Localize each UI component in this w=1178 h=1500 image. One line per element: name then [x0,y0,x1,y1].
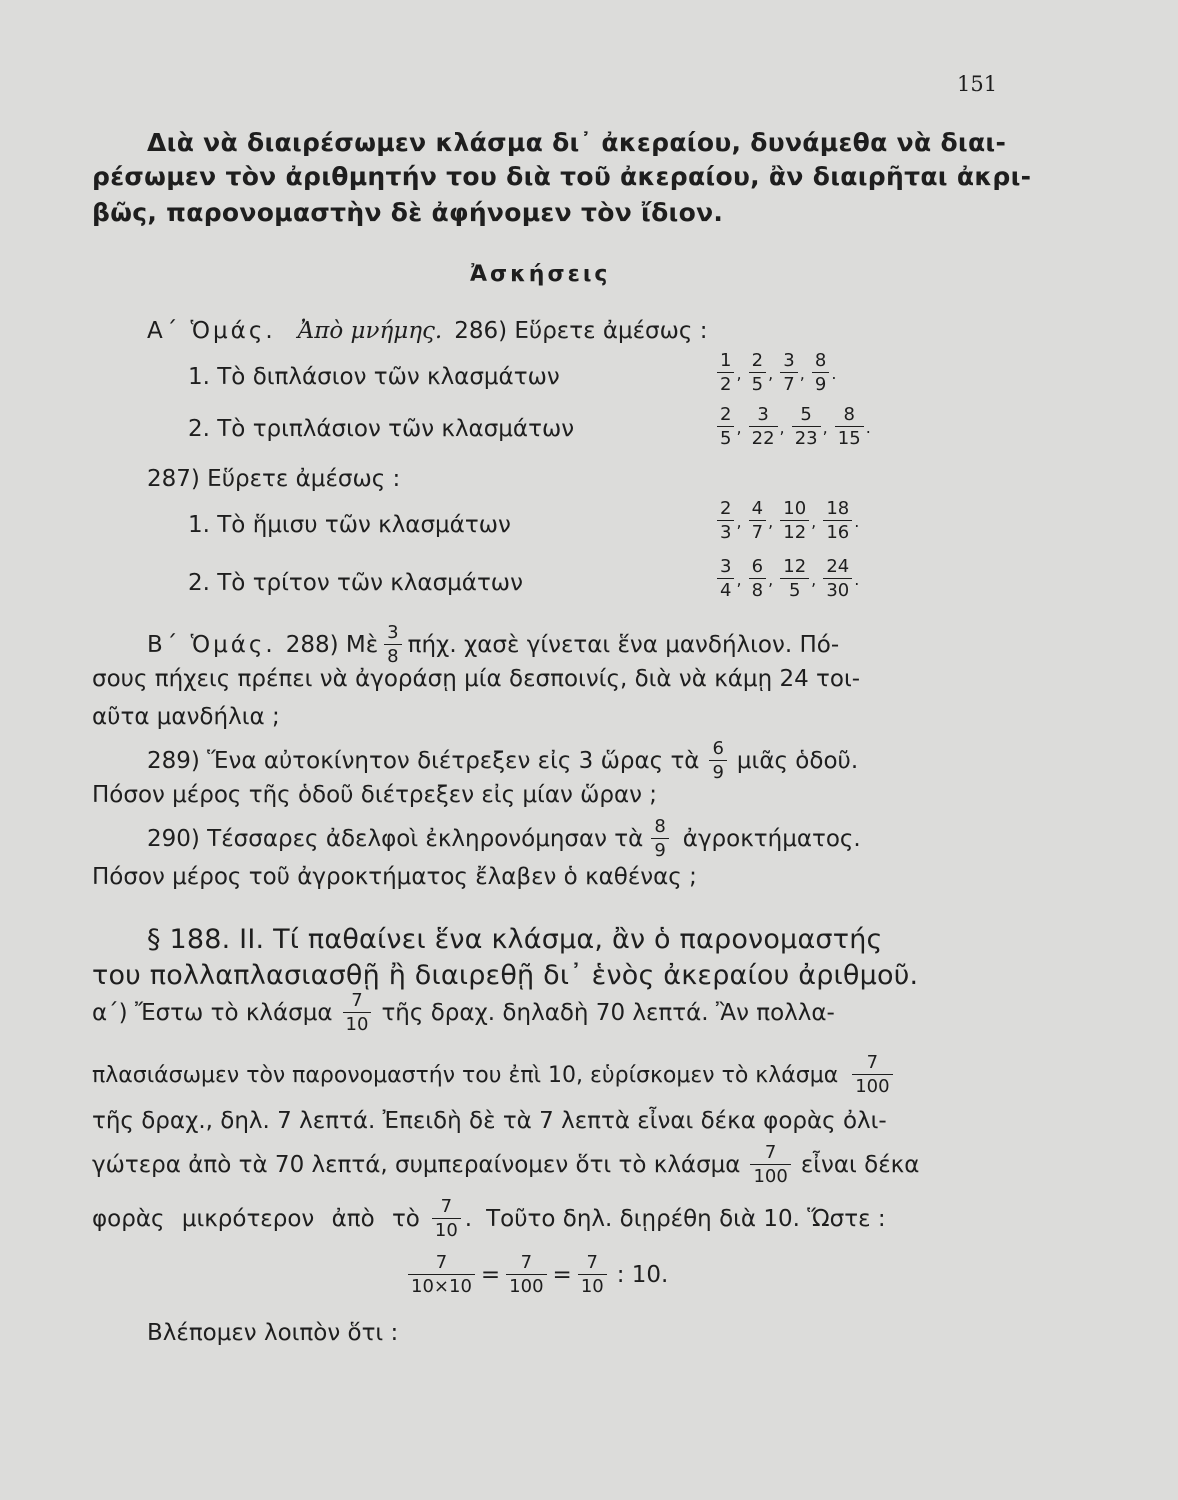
frac-den: 9 [812,372,829,394]
fraction [835,406,864,448]
exercise-288-line-2: σους πήχεις πρέπει νὰ ἀγοράσῃ μία δεσποινίς, διὰ νὰ κάμῃ 24 τοι- [92,666,861,692]
frac-den: 22 [749,426,778,448]
frac-den: 8 [384,644,401,666]
punctuation: , [768,569,779,589]
frac-den: 7 [749,520,766,542]
fraction [750,1144,790,1186]
frac-num: 1 [720,350,732,371]
fraction [852,1054,892,1096]
exercise-290-line-1 [147,818,861,860]
frac-num: 7 [440,1196,453,1217]
fraction [717,558,734,600]
section-para-line-5 [92,1198,886,1240]
section-para-line-4 [92,1144,919,1186]
p5-text-a: φορὰς μικρότερον ἀπὸ τὸ [92,1206,420,1232]
frac-den: 5 [749,372,766,394]
frac-den: 10 [578,1274,607,1296]
fraction [792,406,821,448]
fraction [408,1254,475,1296]
eq-tail: : 10. [616,1262,669,1288]
item-triple: 2. Τὸ τριπλάσιον τῶν κλασμάτων [188,416,575,442]
frac-den: 10 [432,1218,461,1240]
fractions-double [715,352,836,394]
frac-num: 2 [720,404,732,425]
fraction [823,558,852,600]
frac-den: 16 [823,520,852,542]
section-para-line-1 [92,992,835,1034]
frac-den: 100 [506,1274,546,1296]
punctuation: = [480,1262,501,1288]
punctuation: , [768,363,779,383]
item-half: 1. Τὸ ἥμισυ τῶν κλασμάτων [188,512,511,538]
exercise-286: 286) Εὕρετε ἀμέσως : [454,318,708,344]
exercise-290-line-2: Πόσον μέρος τοῦ ἀγροκτήματος ἔλαβεν ὁ καθένας ; [92,864,697,890]
section-para-line-3: τῆς δραχ., δηλ. 7 λεπτά. Ἐπειδὴ δὲ τὰ 7 λεπτὰ εἶναι δέκα φορὰς ὀλι- [92,1108,887,1134]
fraction [749,500,766,542]
punctuation: . [854,569,860,589]
frac-num: 2 [720,498,732,519]
fraction [709,740,726,782]
punctuation: , [779,417,790,437]
frac-num: 3 [783,350,795,371]
fraction [780,558,809,600]
fraction [749,352,766,394]
frac-num: 12 [783,556,807,577]
fraction [812,352,829,394]
frac-num: 4 [751,498,764,519]
frac-den: 100 [750,1164,790,1186]
ex288-text-b: πήχ. χασὲ γίνεται ἕνα μανδήλιον. Πό- [407,632,840,658]
frac-num: 7 [764,1142,777,1163]
frac-num: 3 [720,556,732,577]
frac-den: 5 [717,426,734,448]
rule-line-2: ρέσωμεν τὸν ἀριθμητήν του διὰ τοῦ ἀκεραίου, ἂν διαιρῆται ἀκρι- [92,162,1032,191]
section-heading-2: του πολλαπλασιασθῇ ἢ διαιρεθῇ δι᾽ ἑνὸς ἀκεραίου ἀριθμοῦ. [92,960,919,991]
fraction [384,624,401,666]
fractions-half [715,500,859,542]
group-a-subtitle: Ἀπὸ μνήμης. [297,318,443,344]
fraction [717,406,734,448]
exercise-287: 287) Εὕρετε ἀμέσως : [147,466,401,492]
exercise-289-line-1 [147,740,858,782]
punctuation: . [831,363,837,383]
punctuation: . [865,417,871,437]
group-a-label: Α΄ Ὁμάς. [147,318,276,344]
frac-num: 3 [757,404,769,425]
frac-den: 2 [717,372,734,394]
item-double: 1. Τὸ διπλάσιον τῶν κλασμάτων [188,364,560,390]
frac-den: 7 [780,372,797,394]
equation [406,1254,668,1296]
frac-den: 10 [343,1012,372,1034]
ex289-text-a: 289) Ἕνα αὐτοκίνητον διέτρεξεν εἰς 3 ὥρας τὰ [147,748,700,774]
fraction [578,1254,607,1296]
exercise-288-line-1 [147,624,839,666]
ex290-text-b: ἀγροκτήματος. [682,826,861,852]
fraction [749,406,778,448]
frac-den: 100 [852,1074,892,1096]
punctuation: . [464,1206,473,1232]
fraction [823,500,852,542]
punctuation: , [811,511,822,531]
frac-num: 3 [387,622,399,643]
fraction [780,500,809,542]
punctuation: . [854,511,860,531]
section-heading-1: § 188. ΙΙ. Τί παθαίνει ἕνα κλάσμα, ἂν ὁ παρονομαστής [147,924,883,955]
frac-den: 9 [709,760,726,782]
p1-text-b: τῆς δραχ. δηλαδὴ 70 λεπτά. Ἂν πολλα- [381,1000,835,1026]
frac-num: 7 [866,1052,879,1073]
p5-text-b: Τοῦτο δηλ. διῃρέθη διὰ 10. Ὥστε : [486,1206,886,1232]
frac-num: 8 [654,816,666,837]
fraction [717,352,734,394]
fraction [717,500,734,542]
p4-text-a: γώτερα ἀπὸ τὰ 70 λεπτά, συμπεραίνομεν ὅτι τὸ κλάσμα [92,1152,741,1178]
frac-num: 24 [826,556,850,577]
frac-den: 3 [717,520,734,542]
punctuation: , [811,569,822,589]
p4-text-b: εἶναι δέκα [800,1152,920,1178]
page-number: 151 [957,72,998,96]
group-a-line [147,318,707,344]
section-last-line: Βλέπομεν λοιπὸν ὅτι : [147,1320,399,1346]
rule-line-1: Διὰ νὰ διαιρέσωμεν κλάσμα δι᾽ ἀκεραίου, δυνάμεθα νὰ διαι- [147,128,1007,157]
fractions-triple [715,406,871,448]
punctuation: = [552,1262,572,1288]
fraction [506,1254,546,1296]
p2-text-a: πλασιάσωμεν τὸν παρονομαστήν του ἐπὶ 10, εὑρίσκομεν τὸ κλάσμα [92,1062,839,1088]
frac-num: 2 [751,350,764,371]
fraction [343,992,372,1034]
frac-den: 15 [835,426,864,448]
frac-num: 5 [800,404,812,425]
punctuation: , [736,417,747,437]
exercises-title: Ἀσκήσεις [470,262,611,287]
fraction [749,558,766,600]
frac-den: 12 [780,520,809,542]
frac-den: 9 [651,838,668,860]
frac-num: 7 [586,1252,598,1273]
group-b-label: Β΄ Ὁμάς. [147,632,276,658]
punctuation: , [822,417,833,437]
frac-num: 8 [814,350,827,371]
fraction [432,1198,461,1240]
frac-num: 7 [435,1252,448,1273]
frac-den: 8 [749,578,766,600]
punctuation: , [768,511,779,531]
p1-text-a: α΄) Ἔστω τὸ κλάσμα [92,1000,333,1026]
ex290-text-a: 290) Τέσσαρες ἀδελφοὶ ἐκληρονόμησαν τὰ [147,826,644,852]
punctuation: , [799,363,810,383]
frac-den: 4 [717,578,734,600]
frac-den: 23 [792,426,821,448]
frac-den: 10×10 [408,1274,475,1296]
frac-num: 8 [843,404,855,425]
exercise-289-line-2: Πόσον μέρος τῆς ὁδοῦ διέτρεξεν εἰς μίαν ὥραν ; [92,782,658,808]
fraction [651,818,668,860]
frac-den: 30 [823,578,852,600]
section-para-line-2 [92,1054,895,1096]
fraction [780,352,797,394]
frac-num: 6 [712,738,724,759]
frac-num: 7 [520,1252,533,1273]
frac-num: 10 [783,498,807,519]
ex288-text-a: 288) Μὲ [285,632,379,658]
punctuation: , [736,511,747,531]
frac-num: 6 [751,556,764,577]
punctuation: , [736,363,747,383]
exercise-288-line-3: αῦτα μανδήλια ; [92,704,280,730]
frac-num: 18 [826,498,850,519]
frac-den: 5 [780,578,809,600]
punctuation: , [736,569,747,589]
item-third: 2. Τὸ τρίτον τῶν κλασμάτων [188,570,523,596]
rule-line-3: βῶς, παρονομαστὴν δὲ ἀφήνομεν τὸν ἴδιον. [92,198,724,227]
fractions-third [715,558,859,600]
ex289-text-b: μιᾶς ὁδοῦ. [736,748,859,774]
frac-num: 7 [351,990,363,1011]
